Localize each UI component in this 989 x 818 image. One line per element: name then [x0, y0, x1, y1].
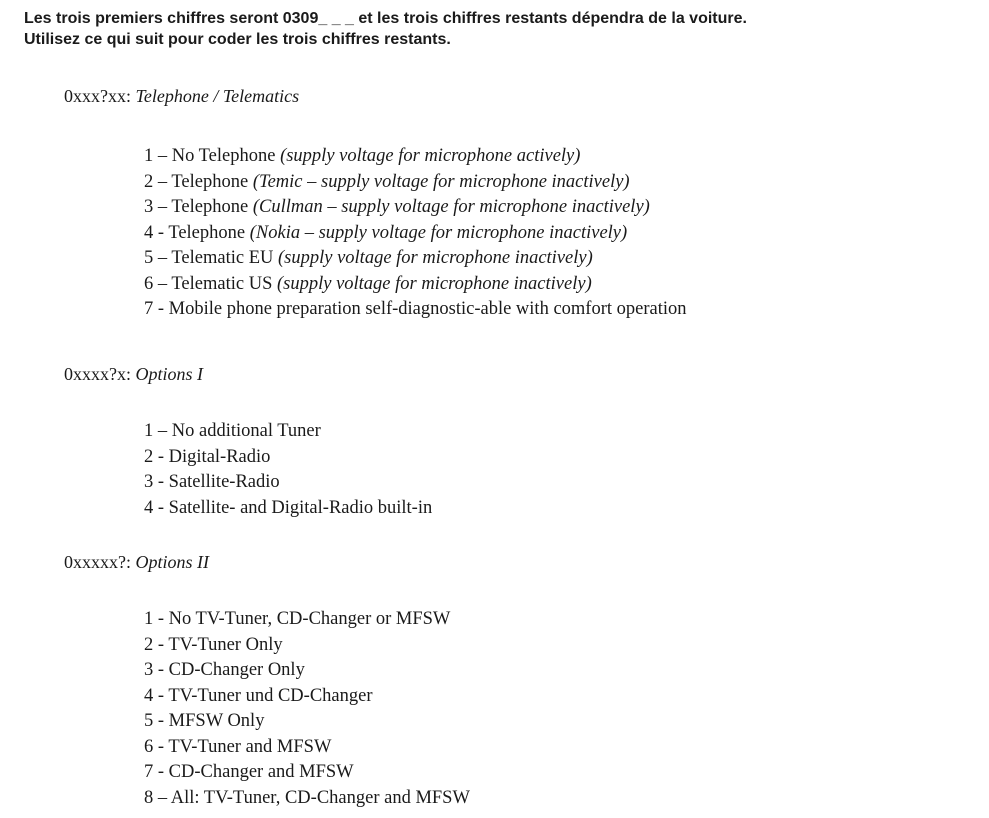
section-title: Options II — [135, 552, 209, 572]
section-heading-telephone — [64, 86, 299, 107]
option-label: 5 - MFSW Only — [144, 711, 265, 731]
option-label: 4 - Telephone — [144, 222, 250, 243]
option-label: 3 – Telephone — [144, 197, 253, 217]
option-label: 6 – Telematic US — [144, 273, 277, 294]
list-item — [144, 221, 687, 247]
option-label: 7 - Mobile phone preparation self-diagnostic-able with comfort operation — [144, 299, 687, 319]
option-note: (Temic – supply voltage for microphone inactively) — [252, 171, 630, 192]
intro-line-1: Les trois premiers chiffres seront 0309_ _ _ et les trois chiffres restants dépendra de la voiture. — [24, 10, 747, 27]
intro-line-2: Utilisez ce qui suit pour coder les trois chiffres restants. — [24, 31, 451, 48]
list-item — [144, 760, 470, 786]
option-label: 2 - Digital-Radio — [144, 446, 271, 467]
list-item — [144, 195, 687, 221]
option-label: 5 – Telematic EU — [144, 248, 278, 268]
list-item — [144, 684, 470, 710]
section-code: 0xxxxx?: — [64, 552, 131, 572]
option-label: 1 – No additional Tuner — [144, 421, 321, 441]
option-label: 3 - Satellite-Radio — [144, 472, 280, 492]
option-note: (Nokia – supply voltage for microphone inactively) — [249, 222, 628, 243]
option-note: (supply voltage for microphone inactively) — [278, 248, 593, 268]
list-item — [144, 272, 687, 298]
section-title: Telephone / Telematics — [135, 86, 300, 106]
option-label: 4 - Satellite- and Digital-Radio built-in — [144, 497, 433, 518]
option-label: 6 - TV-Tuner and MFSW — [144, 736, 332, 757]
section-title: Options I — [135, 364, 203, 384]
list-item — [144, 297, 687, 323]
option-list-options-1 — [144, 419, 432, 521]
list-item — [144, 470, 432, 496]
list-item — [144, 496, 432, 522]
section-code: 0xxxx?x: — [64, 364, 131, 384]
option-label: 1 – No Telephone — [144, 146, 281, 166]
list-item — [144, 709, 470, 735]
option-list-telephone — [144, 144, 687, 323]
list-item — [144, 735, 470, 761]
option-note: (Cullman – supply voltage for microphone inactively) — [252, 197, 650, 217]
option-label: 3 - CD-Changer Only — [144, 660, 305, 680]
option-label: 7 - CD-Changer and MFSW — [144, 762, 354, 782]
list-item — [144, 419, 432, 445]
list-item — [144, 658, 470, 684]
list-item — [144, 170, 687, 196]
option-note: (supply voltage for microphone inactively) — [276, 273, 592, 294]
option-label: 2 - TV-Tuner Only — [144, 634, 283, 655]
list-item — [144, 633, 470, 659]
section-heading-options-2 — [64, 552, 209, 573]
list-item — [144, 786, 470, 812]
list-item — [144, 607, 470, 633]
option-label: 2 – Telephone — [144, 171, 253, 192]
list-item — [144, 144, 687, 170]
option-label: 4 - TV-Tuner und CD-Changer — [144, 685, 373, 706]
option-label: 1 - No TV-Tuner, CD-Changer or MFSW — [144, 609, 451, 629]
section-heading-options-1 — [64, 364, 203, 385]
intro-text — [24, 8, 974, 50]
list-item — [144, 246, 687, 272]
section-code: 0xxx?xx: — [64, 86, 131, 106]
list-item — [144, 445, 432, 471]
option-note: (supply voltage for microphone actively) — [280, 146, 581, 166]
option-label: 8 – All: TV-Tuner, CD-Changer and MFSW — [144, 787, 470, 808]
option-list-options-2 — [144, 607, 470, 811]
